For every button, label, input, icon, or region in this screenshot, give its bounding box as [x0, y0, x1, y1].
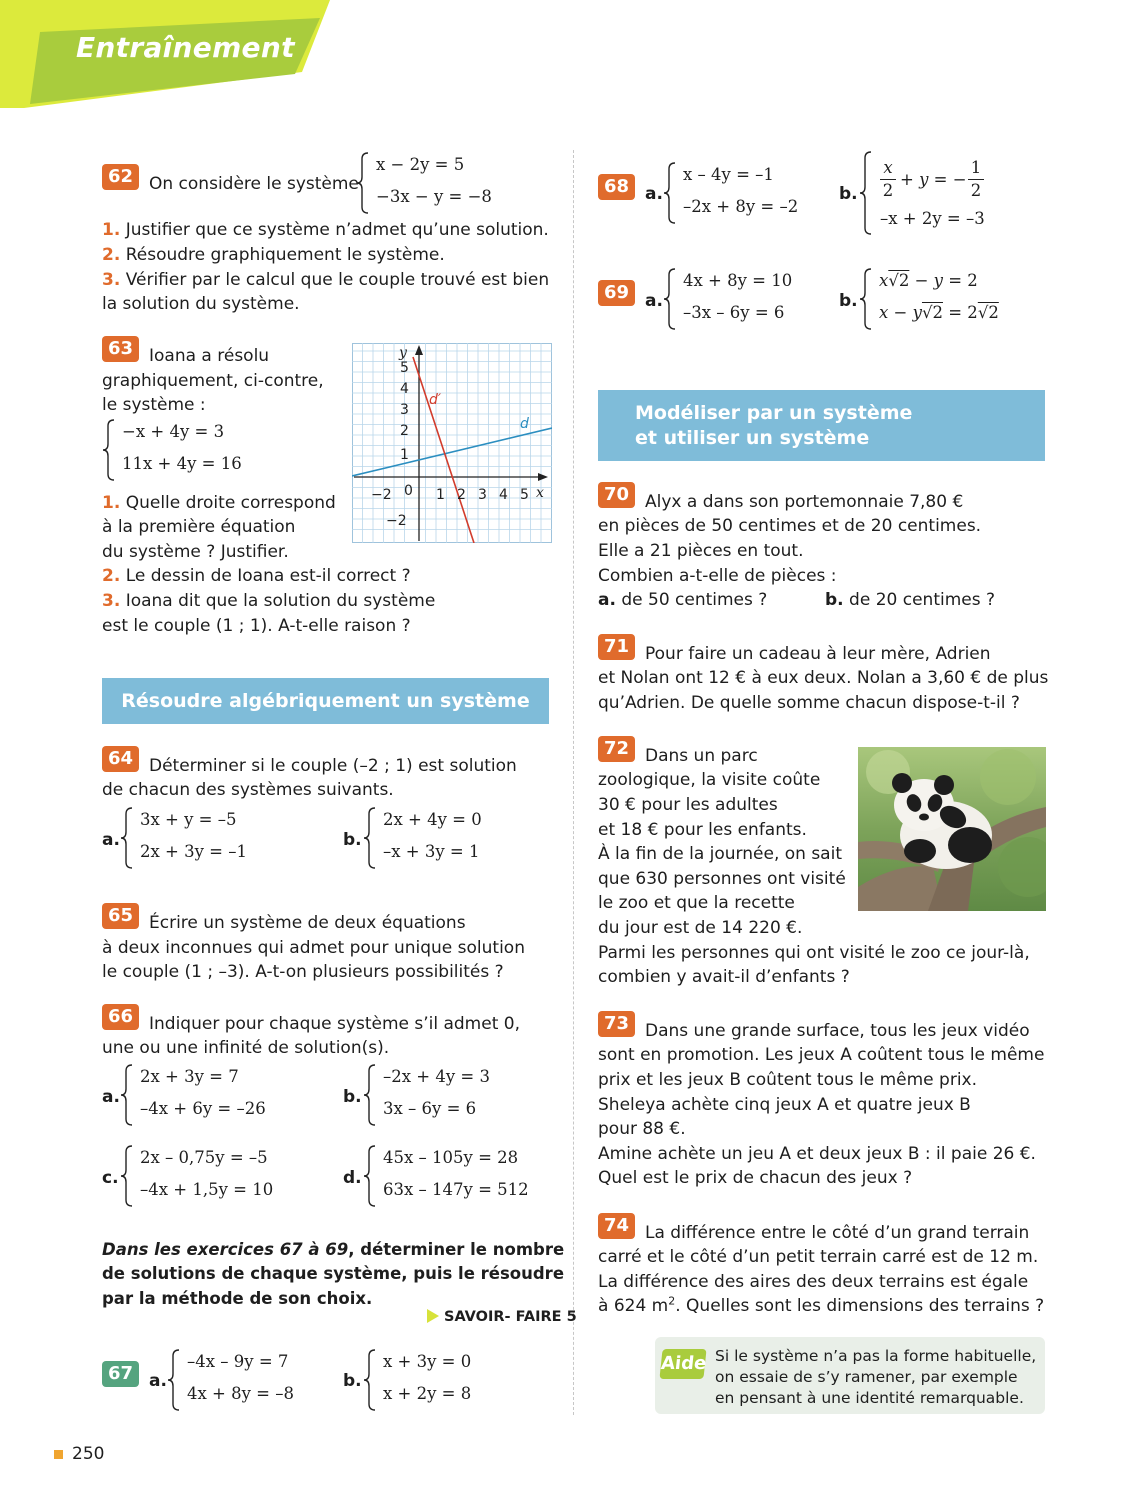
- exercise-number-74: 74: [598, 1213, 635, 1239]
- ex62-step-3-text: Vérifier par le calcul que le couple trouvé est bien: [125, 270, 550, 290]
- ex62-step-3-continued: la solution du système.: [102, 294, 300, 314]
- aide-line-1: Si le système n’a pas la forme habituelle,: [715, 1347, 1037, 1365]
- ex66-a-label: a.: [102, 1087, 120, 1107]
- ex72-line-3: 30 € pour les adultes: [598, 795, 778, 815]
- ex66-a-equation-2: –4x + 6y = –26: [140, 1099, 266, 1118]
- ex64-line-1: Déterminer si le couple (–2 ; 1) est solution: [149, 756, 517, 776]
- ex71-line-2: et Nolan ont 12 € à eux deux. Nolan a 3,60 € de plus: [598, 668, 1049, 688]
- ex63-line-1: Ioana a résolu: [149, 346, 270, 366]
- ex65-line-2: à deux inconnues qui admet pour unique solution: [102, 938, 525, 958]
- ex64-a-equation-2: 2x + 3y = –1: [140, 842, 248, 861]
- ex62-equation-2: −3x − y = −8: [376, 187, 492, 206]
- ex63-equation-2: 11x + 4y = 16: [122, 454, 242, 473]
- ex63-q2: [102, 564, 411, 589]
- ex63-q3-number: 3.: [102, 591, 121, 611]
- aide-line-3: en pensant à une identité remarquable.: [715, 1389, 1024, 1407]
- ex63-q3-continued: est le couple (1 ; 1). A-t-elle raison ?: [102, 616, 411, 636]
- page-marker-icon: [54, 1450, 63, 1459]
- ex66-b-equation-2: 3x – 6y = 6: [383, 1099, 477, 1118]
- ex67-b-equation-2: x + 2y = 8: [383, 1384, 472, 1403]
- ex72-line-7: le zoo et que la recette: [598, 893, 795, 913]
- ex66-c-label: c.: [102, 1168, 119, 1188]
- line-d-label: d: [520, 416, 529, 432]
- ex74-line-4: [598, 1294, 1044, 1319]
- brace-icon: [859, 267, 873, 331]
- ex64-b-equation-1: 2x + 4y = 0: [383, 810, 482, 829]
- ex70-line-2: en pièces de 50 centimes et de 20 centimes.: [598, 516, 982, 536]
- x-tick-label: 0: [404, 483, 413, 499]
- ex69-a-label: a.: [645, 291, 663, 311]
- ex74-line-2: carré et le côté d’un petit terrain carré est de 12 m.: [598, 1247, 1039, 1267]
- ex70-line-3: Elle a 21 pièces en tout.: [598, 541, 804, 561]
- ex71-line-1: Pour faire un cadeau à leur mère, Adrien: [645, 644, 991, 664]
- ex62-step-1-number: 1.: [102, 220, 121, 240]
- ex66-b-label: b.: [343, 1087, 362, 1107]
- ex63-q1-text: Quelle droite correspond: [125, 493, 336, 513]
- exercise-number-64: 64: [102, 746, 139, 772]
- ex69-b-equation-2: x − y√2 = 2√2: [879, 303, 999, 322]
- ex63-q2-number: 2.: [102, 566, 121, 586]
- section-modeliser-line-1: Modéliser par un système: [635, 402, 913, 424]
- panda-photo: [858, 747, 1046, 911]
- ex66-d-equation-2: 63x – 147y = 512: [383, 1180, 529, 1199]
- ex63-equation-1: −x + 4y = 3: [122, 422, 225, 441]
- exercise-number-71: 71: [598, 634, 635, 660]
- instruction-67-69-line-2: de solutions de chaque système, puis le résoudre: [102, 1264, 565, 1283]
- brace-icon: [167, 1348, 181, 1412]
- ex64-line-2: de chacun des systèmes suivants.: [102, 780, 394, 800]
- section-modeliser-line-2: et utiliser un système: [635, 427, 870, 449]
- ex71-line-3: qu’Adrien. De quelle somme chacun dispose-t-il ?: [598, 693, 1020, 713]
- section-resoudre-title: Résoudre algébriquement un système: [121, 690, 530, 712]
- ex67-a-equation-2: 4x + 8y = –8: [187, 1384, 295, 1403]
- brace-icon: [102, 418, 116, 482]
- ex63-q2-text: Le dessin de Ioana est-il correct ?: [125, 566, 411, 586]
- ex68-a-equation-1: x – 4y = –1: [683, 165, 774, 184]
- ex74-line-3: La différence des aires des deux terrains est égale: [598, 1272, 1029, 1292]
- ex72-line-9: Parmi les personnes qui ont visité le zoo ce jour-là,: [598, 943, 1030, 963]
- ex74-last-pre: à 624 m: [598, 1296, 669, 1316]
- exercise-number-72: 72: [598, 736, 635, 762]
- ex70-b-text: de 20 centimes ?: [849, 590, 996, 610]
- ex70-part-b: [825, 588, 995, 613]
- y-tick-label: 2: [400, 423, 409, 439]
- ex62-step-2: [102, 243, 445, 268]
- ex67-a-label: a.: [149, 1371, 167, 1391]
- ex69-system-b: [859, 267, 1029, 331]
- ex68-b-equation-1: x 2 + y = − 1 2: [880, 156, 998, 202]
- brace-icon: [363, 806, 377, 870]
- ex70-line-4: Combien a-t-elle de pièces :: [598, 566, 837, 586]
- ex65-line-1: Écrire un système de deux équations: [149, 913, 466, 933]
- play-arrow-icon: [427, 1309, 439, 1323]
- ex70-line-1: Alyx a dans son portemonnaie 7,80 €: [645, 492, 964, 512]
- y-tick-label: 1: [400, 447, 409, 463]
- x-tick-label: 5: [520, 487, 529, 503]
- ex70-a-text: de 50 centimes ?: [621, 590, 768, 610]
- exercise-number-67: 67: [102, 1361, 139, 1387]
- ex65-line-3: le couple (1 ; –3). A-t-on plusieurs possibilités ?: [102, 962, 504, 982]
- ex68-a-label: a.: [645, 184, 663, 204]
- x-tick-label: 4: [499, 487, 508, 503]
- ex74-superscript: 2: [668, 1294, 676, 1308]
- ex69-a-equation-1: 4x + 8y = 10: [683, 271, 793, 290]
- exercise-number-62: 62: [102, 164, 139, 190]
- brace-icon: [120, 1144, 134, 1208]
- y-tick-label: −2: [386, 513, 407, 529]
- y-tick-label: 4: [400, 381, 409, 397]
- ex72-line-1: Dans un parc: [645, 746, 758, 766]
- ex63-q1-line-2: à la première équation: [102, 517, 296, 537]
- ex64-a-label: a.: [102, 830, 120, 850]
- ex64-a-equation-1: 3x + y = –5: [140, 810, 237, 829]
- y-tick-label: 5: [400, 360, 409, 376]
- ex73-line-1: Dans une grande surface, tous les jeux vidéo: [645, 1021, 1030, 1041]
- brace-icon: [120, 1063, 134, 1127]
- ex66-d-label: d.: [343, 1168, 362, 1188]
- x-axis-label: x: [536, 485, 544, 501]
- ex63-line-3: le système :: [102, 395, 206, 415]
- ex73-line-7: Quel est le prix de chacun des jeux ?: [598, 1168, 913, 1188]
- aide-line-2: on essaie de s’y ramener, par exemple: [715, 1368, 1018, 1386]
- ex66-c-equation-2: –4x + 1,5y = 10: [140, 1180, 274, 1199]
- ex70-b-label: b.: [825, 590, 844, 610]
- ex69-b-label: b.: [839, 291, 858, 311]
- ex66-a-equation-1: 2x + 3y = 7: [140, 1067, 239, 1086]
- ex70-part-a: [598, 588, 767, 613]
- aide-label: Aide: [659, 1349, 706, 1379]
- ex66-c-equation-1: 2x – 0,75y = –5: [140, 1148, 268, 1167]
- ex68-b-equation-2: –x + 2y = –3: [880, 209, 985, 228]
- exercise-number-68: 68: [598, 174, 635, 200]
- ex64-b-equation-2: –x + 3y = 1: [383, 842, 480, 861]
- ex69-a-equation-2: –3x – 6y = 6: [683, 303, 785, 322]
- column-divider: [573, 150, 574, 1415]
- ex62-intro: On considère le système: [149, 174, 359, 194]
- brace-icon: [363, 1063, 377, 1127]
- ex63-q3-text: Ioana dit que la solution du système: [125, 591, 436, 611]
- ex63-q1-line-3: du système ? Justifier.: [102, 542, 289, 562]
- section-modeliser-bar: [598, 390, 1045, 461]
- instruction-67-69-line-3: par la méthode de son choix.: [102, 1289, 373, 1308]
- ex66-d-equation-1: 45x – 105y = 28: [383, 1148, 519, 1167]
- ex63-q1-number: 1.: [102, 493, 121, 513]
- y-tick-label: 3: [400, 402, 409, 418]
- ex64-b-label: b.: [343, 830, 362, 850]
- ex68-b-label: b.: [839, 184, 858, 204]
- x-tick-label: −2: [371, 487, 392, 503]
- ex62-step-3: [102, 268, 549, 293]
- instruction-rest: , déterminer le nombre: [348, 1240, 565, 1259]
- ex72-line-6: que 630 personnes ont visité: [598, 869, 846, 889]
- x-tick-label: 1: [436, 487, 445, 503]
- header-title: Entraînement: [76, 31, 295, 64]
- brace-icon: [363, 1144, 377, 1208]
- instruction-67-69-line-1: [102, 1238, 564, 1263]
- ex63-graph: [352, 343, 552, 543]
- ex67-b-equation-1: x + 3y = 0: [383, 1352, 472, 1371]
- ex62-step-1-text: Justifier que ce système n’admet qu’une solution.: [125, 220, 549, 240]
- ex72-line-4: et 18 € pour les enfants.: [598, 820, 807, 840]
- ex73-line-5: pour 88 €.: [598, 1119, 686, 1139]
- x-tick-label: 3: [478, 487, 487, 503]
- exercise-number-65: 65: [102, 903, 139, 929]
- ex63-q3: [102, 589, 435, 614]
- ex73-line-6: Amine achète un jeu A et deux jeux B : il paie 26 €.: [598, 1144, 1036, 1164]
- exercise-number-63: 63: [102, 336, 139, 362]
- instruction-italic: Dans les exercices 67 à 69: [102, 1240, 349, 1259]
- line-d-prime-label: d′: [429, 392, 442, 408]
- ex66-b-equation-1: –2x + 4y = 3: [383, 1067, 491, 1086]
- brace-icon: [356, 151, 370, 215]
- aide-text: [715, 1346, 1036, 1409]
- ex63-q1-line-1: [102, 491, 336, 516]
- ex62-step-3-number: 3.: [102, 270, 121, 290]
- y-axis-label: y: [399, 345, 407, 361]
- brace-icon: [120, 806, 134, 870]
- savoir-faire-link[interactable]: SAVOIR- FAIRE 5: [444, 1309, 577, 1325]
- ex73-line-3: prix et les jeux B coûtent tous le même prix.: [598, 1070, 978, 1090]
- exercise-number-69: 69: [598, 280, 635, 306]
- ex72-line-10: combien y avait-il d’enfants ?: [598, 967, 850, 987]
- ex73-line-2: sont en promotion. Les jeux A coûtent tous le même: [598, 1045, 1045, 1065]
- ex72-line-8: du jour est de 14 220 €.: [598, 918, 803, 938]
- ex72-line-5: À la fin de la journée, on sait: [598, 844, 842, 864]
- exercise-number-70: 70: [598, 482, 635, 508]
- ex74-last-post: . Quelles sont les dimensions des terrains ?: [675, 1296, 1045, 1316]
- brace-icon: [363, 1348, 377, 1412]
- ex68-a-equation-2: –2x + 8y = –2: [683, 197, 799, 216]
- ex62-step-2-number: 2.: [102, 245, 121, 265]
- ex62-step-2-text: Résoudre graphiquement le système.: [125, 245, 445, 265]
- ex69-b-equation-1: x√2 − y = 2: [879, 271, 978, 290]
- ex62-step-1: [102, 218, 549, 243]
- brace-icon: [859, 150, 873, 236]
- ex67-a-equation-1: –4x – 9y = 7: [187, 1352, 289, 1371]
- ex70-a-label: a.: [598, 590, 616, 610]
- section-resoudre-bar: [102, 678, 549, 724]
- ex66-line-2: une ou une infinité de solution(s).: [102, 1038, 390, 1058]
- exercise-number-66: 66: [102, 1004, 139, 1030]
- x-tick-label: 2: [457, 487, 466, 503]
- brace-icon: [663, 161, 677, 225]
- ex66-line-1: Indiquer pour chaque système s’il admet 0,: [149, 1014, 520, 1034]
- ex67-b-label: b.: [343, 1371, 362, 1391]
- ex73-line-4: Sheleya achète cinq jeux A et quatre jeux B: [598, 1095, 971, 1115]
- page-number: 250: [72, 1444, 105, 1464]
- ex63-line-2: graphiquement, ci-contre,: [102, 371, 324, 391]
- ex72-line-2: zoologique, la visite coûte: [598, 770, 821, 790]
- ex74-line-1: La différence entre le côté d’un grand terrain: [645, 1223, 1030, 1243]
- ex62-equation-1: x − 2y = 5: [376, 155, 465, 174]
- brace-icon: [663, 267, 677, 331]
- exercise-number-73: 73: [598, 1011, 635, 1037]
